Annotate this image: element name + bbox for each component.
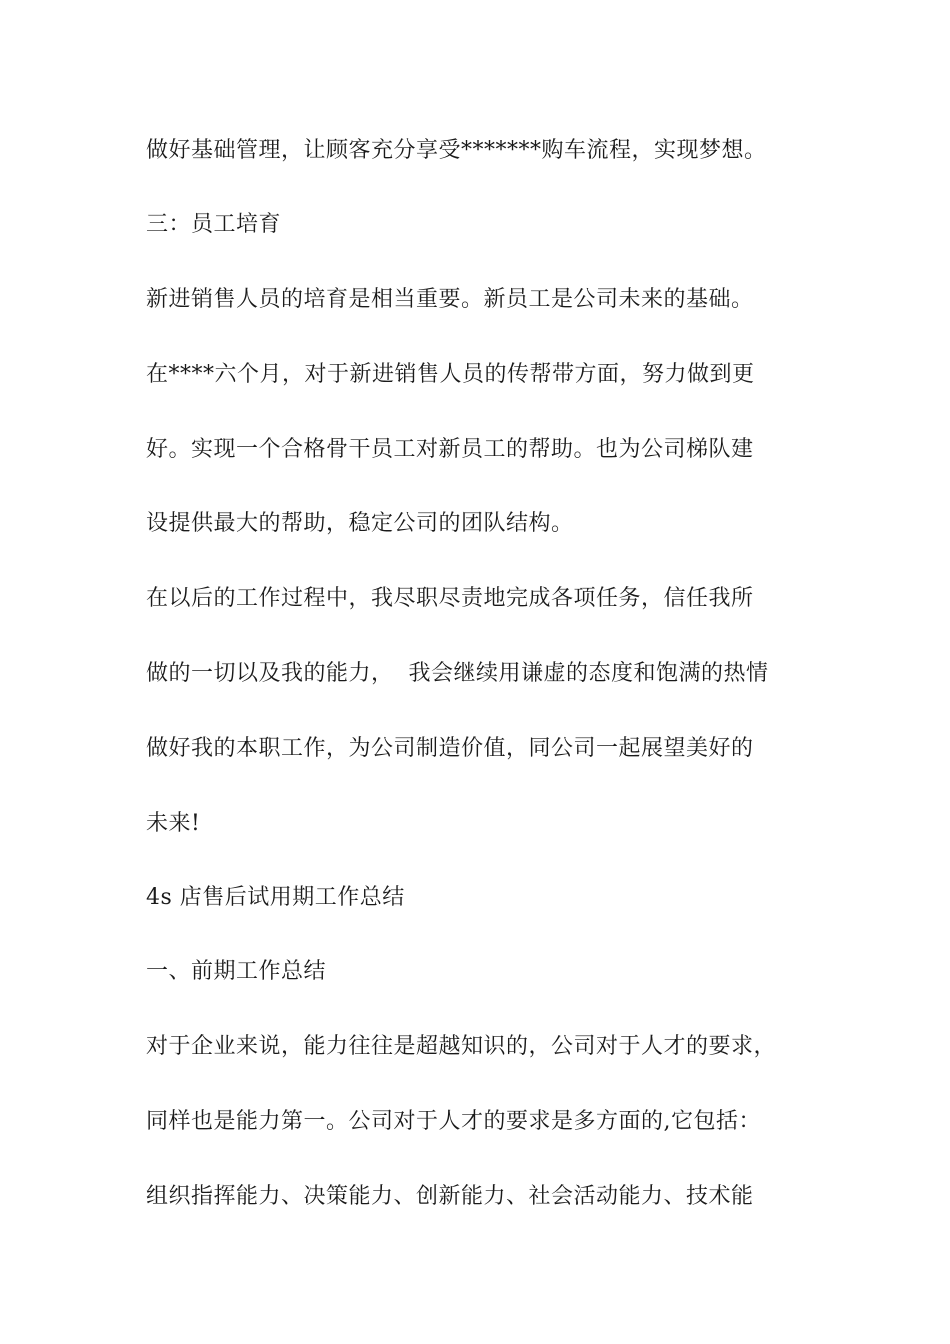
- paragraph-line: 在以后的工作过程中，我尽职尽责地完成各项任务，信任我所: [146, 586, 754, 611]
- paragraph-line: 新进销售人员的培育是相当重要。新员工是公司未来的基础。: [146, 287, 754, 312]
- paragraph-line: 组织指挥能力、决策能力、创新能力、社会活动能力、技术能: [146, 1184, 754, 1209]
- paragraph-line: 做的一切以及我的能力， 我会继续用谦虚的态度和饱满的热情: [146, 661, 769, 686]
- paragraph-line: 同样也是能力第一。公司对于人才的要求是多方面的,它包括：: [146, 1109, 761, 1134]
- paragraph-line: 对于企业来说，能力往往是超越知识的，公司对于人才的要求，: [146, 1034, 777, 1059]
- section-heading: 一、前期工作总结: [146, 959, 327, 984]
- paragraph-line: 做好我的本职工作，为公司制造价值，同公司一起展望美好的: [146, 736, 754, 761]
- paragraph-line: 设提供最大的帮助，稳定公司的团队结构。: [146, 511, 574, 536]
- paragraph-line: 在****六个月，对于新进销售人员的传帮带方面，努力做到更: [146, 362, 755, 387]
- section-heading: 三：员工培育: [146, 212, 282, 237]
- document-title: 4s 店售后试用期工作总结: [146, 885, 405, 910]
- paragraph-line: 做好基础管理，让顾客充分享受*******购车流程，实现梦想。: [146, 138, 767, 163]
- paragraph-line: 好。实现一个合格骨干员工对新员工的帮助。也为公司梯队建: [146, 437, 754, 462]
- paragraph-line: 未来!: [146, 811, 201, 836]
